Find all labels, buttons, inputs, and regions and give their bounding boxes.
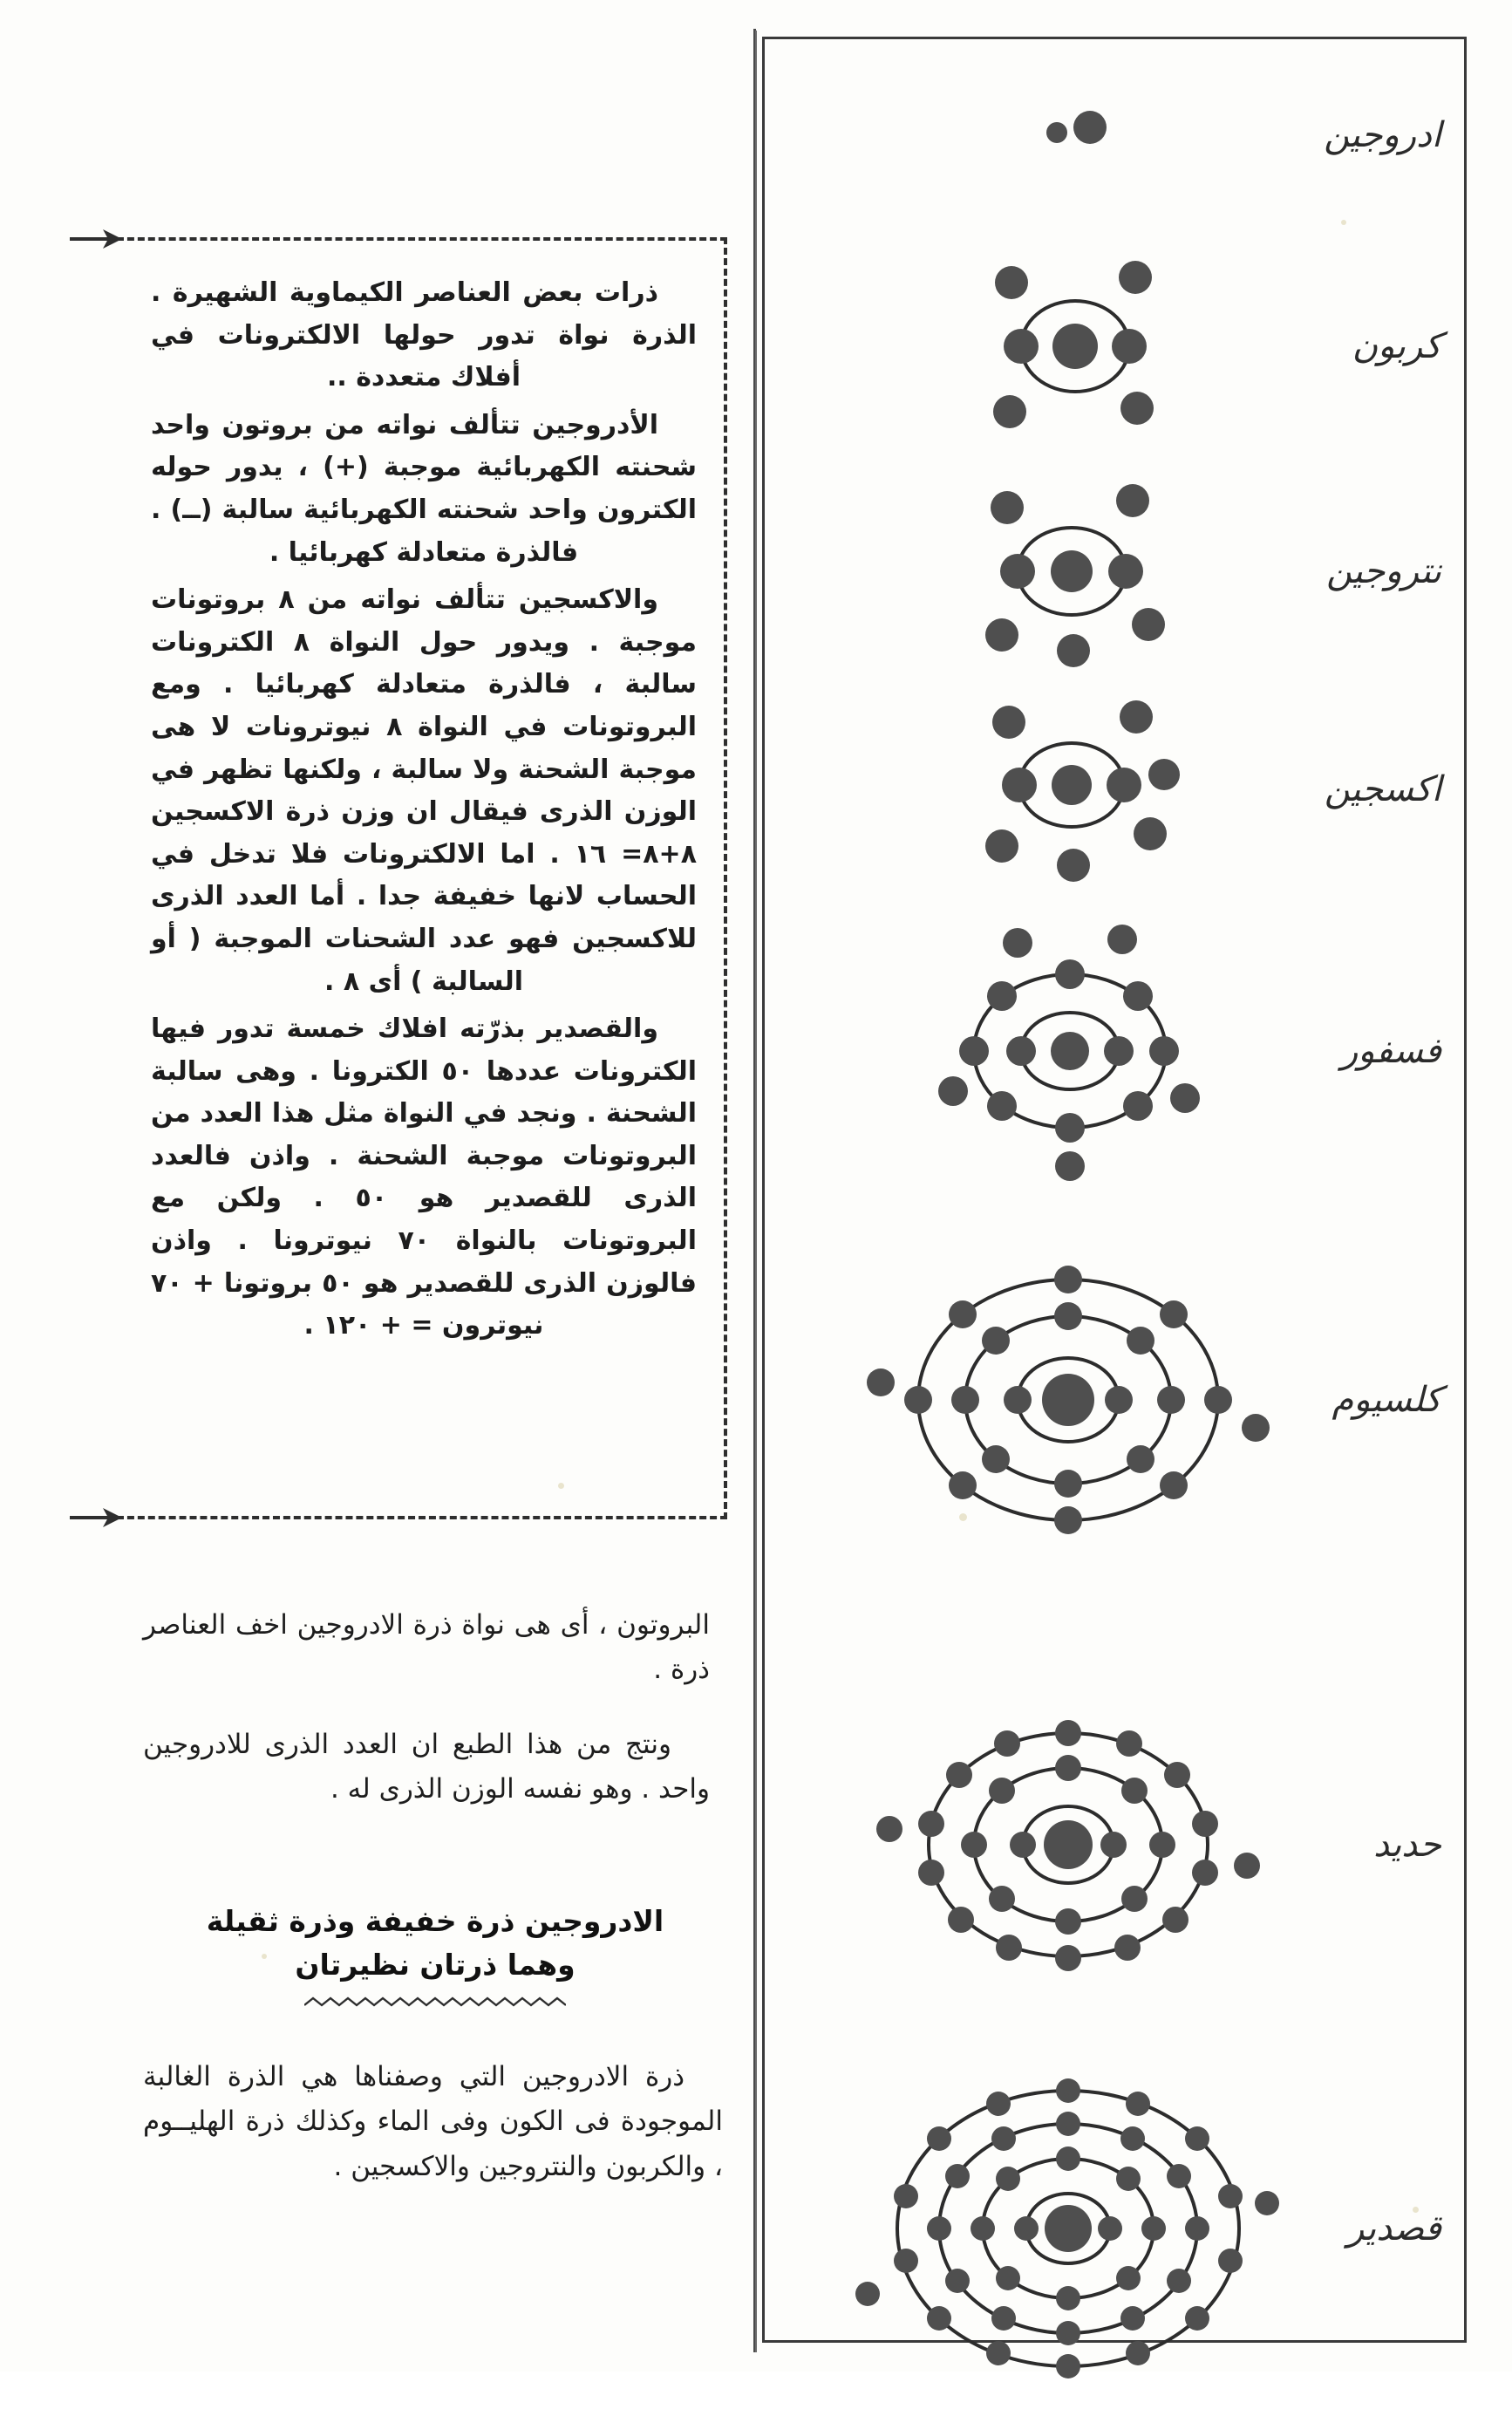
heading-underline-squiggle <box>304 1995 566 2009</box>
paragraph: والقصدير بذرّته افلاك خمسة تدور فيها الكترونات عددها ٥٠ الكترونا . وهى سالبة الشحنة . ونجد في النواة مثل هذا العدد من البروتونات موجبة الشحنة . واذن فالعدد الذرى للقصدير هو ٥٠ . ولكن مع البروتونات بالنواة ٧٠ نيوترونا . واذن فالوزن الذرى للقصدير هو ٥٠ بروتونا + ٧٠ نيوترون = + ١٢٠ . <box>151 1013 697 1341</box>
paragraph: والاكسجين تتألف نواته من ٨ بروتونات موجبة . ويدور حول النواة ٨ الكترونات سالبة ، فالذرة متعادلة كهربائيا . ومع البروتونات في النواة ٨ نيوترونات لا هى موجبة الشحنة ولا سالبة ، ولكنها تظهر في الوزن الذرى فيقال ان وزن ذرة الاكسجين ٨+٨= ١٦ . اما الالكترونات فلا تدخل في الحساب لانها خفيفة جدا . أما العدد الذرى للاكسجين فهو عدد الشحنات الموجبة ( أو السالبة ) أى ٨ . <box>151 584 697 997</box>
panel-outer-rule <box>755 31 757 2352</box>
paragraph: الأدروجين تتألف نواته من بروتون واحد شحنته الكهربائية موجبة (+) ، يدور حوله الكترون واحد شحنته الكهربائية سالبة (ــ) . فالذرة متعادلة كهربائيا . <box>151 409 697 568</box>
element-label-nitrogen: نتروجين <box>1326 551 1441 591</box>
paragraph: ذرات بعض العناصر الكيماوية الشهيرة . الذرة نواة تدور حولها الالكترونات في أفلاك متعددة .. <box>151 277 697 393</box>
paragraph: ونتج من هذا الطبع ان العدد الذرى للادروجين واحد . وهو نفسه الوزن الذرى له . <box>143 1728 710 1805</box>
atom-diagram-hydrogen <box>1018 96 1132 174</box>
atom-diagram-tin <box>850 2041 1286 2416</box>
element-label-hydrogen: ادروجين <box>1324 115 1441 155</box>
atom-diagram-oxygen <box>941 680 1202 898</box>
element-label-calcium: كلسيوم <box>1332 1380 1441 1420</box>
boxed-text-column <box>151 272 697 1353</box>
atom-diagram-phosphorus <box>913 911 1227 1191</box>
heading-line-2: وهما ذرتان نظيرتان <box>295 1947 576 1982</box>
atom-diagram-iron <box>863 1670 1273 2019</box>
figure-panel <box>762 37 1467 2343</box>
atom-diagram-nitrogen <box>941 462 1202 680</box>
element-label-carbon: كربون <box>1352 326 1441 366</box>
closing-text-column <box>143 2055 723 2194</box>
paragraph: ذرة الادروجين التي وصفناها هي الذرة الغالبة الموجودة فى الكون وفى الماء وكذلك ذرة الهليــوم ، والكربون والنتروجين والاكسجين . <box>143 2061 723 2182</box>
lower-text-column <box>143 1603 710 1818</box>
element-label-oxygen: اكسجين <box>1324 769 1441 809</box>
section-heading <box>147 1900 723 2009</box>
element-label-phosphorus: فسفور <box>1340 1031 1441 1071</box>
element-label-iron: حديد <box>1373 1825 1441 1865</box>
heading-line-1: الادروجين ذرة خفيفة وذرة ثقيلة <box>206 1904 664 1938</box>
element-label-tin: قصدير <box>1346 2208 1441 2249</box>
atom-diagram-carbon <box>949 237 1202 455</box>
paragraph: البروتون ، أى هى نواة ذرة الادروجين اخف العناصر ذرة . <box>143 1609 710 1686</box>
atom-diagram-calcium <box>863 1225 1273 1574</box>
